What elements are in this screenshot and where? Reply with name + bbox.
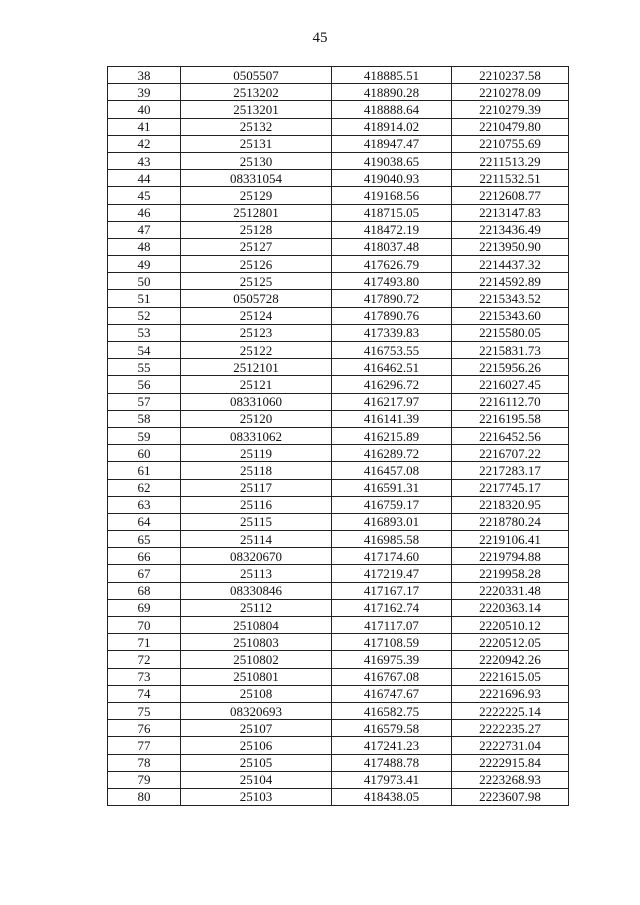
- point-number-cell: 74: [108, 685, 181, 702]
- point-id-cell: 25127: [181, 238, 332, 255]
- point-number-cell: 73: [108, 668, 181, 685]
- point-number-cell: 79: [108, 771, 181, 788]
- point-id-cell: 25116: [181, 496, 332, 513]
- page-number: 45: [312, 30, 328, 46]
- coordinates-table-body: [108, 67, 569, 806]
- x-coordinate-cell: 418438.05: [332, 788, 452, 805]
- x-coordinate-cell: 419040.93: [332, 170, 452, 187]
- point-id-cell: 2513202: [181, 84, 332, 101]
- point-id-cell: 25120: [181, 410, 332, 427]
- point-number-cell: 50: [108, 273, 181, 290]
- point-id-cell: 0505507: [181, 67, 332, 84]
- table-row: [108, 617, 569, 634]
- y-coordinate-cell: 2220510.12: [452, 617, 569, 634]
- y-coordinate-cell: 2222915.84: [452, 754, 569, 771]
- point-id-cell: 2512801: [181, 204, 332, 221]
- x-coordinate-cell: 417339.83: [332, 324, 452, 341]
- point-number-cell: 65: [108, 531, 181, 548]
- point-id-cell: 08320670: [181, 548, 332, 565]
- x-coordinate-cell: 418472.19: [332, 221, 452, 238]
- x-coordinate-cell: 416767.08: [332, 668, 452, 685]
- y-coordinate-cell: 2215580.05: [452, 324, 569, 341]
- point-id-cell: 25104: [181, 771, 332, 788]
- table-row: [108, 702, 569, 719]
- point-number-cell: 66: [108, 548, 181, 565]
- y-coordinate-cell: 2216112.70: [452, 393, 569, 410]
- point-id-cell: 25112: [181, 599, 332, 616]
- x-coordinate-cell: 416759.17: [332, 496, 452, 513]
- table-row: [108, 720, 569, 737]
- y-coordinate-cell: 2215956.26: [452, 359, 569, 376]
- point-id-cell: 25128: [181, 221, 332, 238]
- y-coordinate-cell: 2218320.95: [452, 496, 569, 513]
- table-row: [108, 685, 569, 702]
- table-row: [108, 67, 569, 84]
- y-coordinate-cell: 2217745.17: [452, 479, 569, 496]
- y-coordinate-cell: 2210755.69: [452, 135, 569, 152]
- point-number-cell: 54: [108, 342, 181, 359]
- point-number-cell: 59: [108, 427, 181, 444]
- x-coordinate-cell: 418715.05: [332, 204, 452, 221]
- point-number-cell: 48: [108, 238, 181, 255]
- x-coordinate-cell: 418914.02: [332, 118, 452, 135]
- point-number-cell: 55: [108, 359, 181, 376]
- point-id-cell: 2510801: [181, 668, 332, 685]
- x-coordinate-cell: 416296.72: [332, 376, 452, 393]
- point-id-cell: 25129: [181, 187, 332, 204]
- x-coordinate-cell: 416217.97: [332, 393, 452, 410]
- table-row: [108, 290, 569, 307]
- x-coordinate-cell: 418037.48: [332, 238, 452, 255]
- x-coordinate-cell: 418885.51: [332, 67, 452, 84]
- x-coordinate-cell: 417117.07: [332, 617, 452, 634]
- table-row: [108, 376, 569, 393]
- table-row: [108, 307, 569, 324]
- table-row: [108, 238, 569, 255]
- table-row: [108, 582, 569, 599]
- coordinates-table: [107, 66, 569, 806]
- point-number-cell: 60: [108, 445, 181, 462]
- table-row: [108, 462, 569, 479]
- y-coordinate-cell: 2222225.14: [452, 702, 569, 719]
- y-coordinate-cell: 2210237.58: [452, 67, 569, 84]
- x-coordinate-cell: 416747.67: [332, 685, 452, 702]
- x-coordinate-cell: 417493.80: [332, 273, 452, 290]
- point-number-cell: 69: [108, 599, 181, 616]
- y-coordinate-cell: 2217283.17: [452, 462, 569, 479]
- table-row: [108, 496, 569, 513]
- y-coordinate-cell: 2213950.90: [452, 238, 569, 255]
- y-coordinate-cell: 2220942.26: [452, 651, 569, 668]
- point-id-cell: 2510804: [181, 617, 332, 634]
- y-coordinate-cell: 2215343.52: [452, 290, 569, 307]
- y-coordinate-cell: 2222235.27: [452, 720, 569, 737]
- table-row: [108, 427, 569, 444]
- x-coordinate-cell: 416582.75: [332, 702, 452, 719]
- x-coordinate-cell: 417973.41: [332, 771, 452, 788]
- point-id-cell: 0505728: [181, 290, 332, 307]
- point-number-cell: 39: [108, 84, 181, 101]
- point-number-cell: 46: [108, 204, 181, 221]
- table-row: [108, 445, 569, 462]
- point-id-cell: 25103: [181, 788, 332, 805]
- x-coordinate-cell: 416215.89: [332, 427, 452, 444]
- point-number-cell: 49: [108, 256, 181, 273]
- point-number-cell: 47: [108, 221, 181, 238]
- point-number-cell: 75: [108, 702, 181, 719]
- y-coordinate-cell: 2220363.14: [452, 599, 569, 616]
- x-coordinate-cell: 416985.58: [332, 531, 452, 548]
- y-coordinate-cell: 2219794.88: [452, 548, 569, 565]
- x-coordinate-cell: 417241.23: [332, 737, 452, 754]
- table-row: [108, 393, 569, 410]
- point-id-cell: 25125: [181, 273, 332, 290]
- y-coordinate-cell: 2214592.89: [452, 273, 569, 290]
- x-coordinate-cell: 419038.65: [332, 152, 452, 169]
- point-number-cell: 51: [108, 290, 181, 307]
- x-coordinate-cell: 417162.74: [332, 599, 452, 616]
- point-number-cell: 38: [108, 67, 181, 84]
- x-coordinate-cell: 417108.59: [332, 634, 452, 651]
- table-row: [108, 531, 569, 548]
- point-id-cell: 25107: [181, 720, 332, 737]
- point-id-cell: 25122: [181, 342, 332, 359]
- point-id-cell: 08330846: [181, 582, 332, 599]
- point-number-cell: 63: [108, 496, 181, 513]
- table-row: [108, 513, 569, 530]
- table-row: [108, 771, 569, 788]
- point-id-cell: 25121: [181, 376, 332, 393]
- table-row: [108, 342, 569, 359]
- point-number-cell: 43: [108, 152, 181, 169]
- table-row: [108, 152, 569, 169]
- x-coordinate-cell: 418888.64: [332, 101, 452, 118]
- x-coordinate-cell: 416579.58: [332, 720, 452, 737]
- point-id-cell: 25118: [181, 462, 332, 479]
- table-row: [108, 479, 569, 496]
- table-row: [108, 668, 569, 685]
- point-id-cell: 25114: [181, 531, 332, 548]
- point-number-cell: 57: [108, 393, 181, 410]
- table-row: [108, 737, 569, 754]
- point-number-cell: 64: [108, 513, 181, 530]
- table-row: [108, 135, 569, 152]
- x-coordinate-cell: 416753.55: [332, 342, 452, 359]
- point-number-cell: 45: [108, 187, 181, 204]
- y-coordinate-cell: 2214437.32: [452, 256, 569, 273]
- point-number-cell: 52: [108, 307, 181, 324]
- point-number-cell: 71: [108, 634, 181, 651]
- table-row: [108, 754, 569, 771]
- table-row: [108, 204, 569, 221]
- table-row: [108, 118, 569, 135]
- point-number-cell: 44: [108, 170, 181, 187]
- point-id-cell: 2512101: [181, 359, 332, 376]
- y-coordinate-cell: 2210279.39: [452, 101, 569, 118]
- point-id-cell: 2513201: [181, 101, 332, 118]
- point-number-cell: 70: [108, 617, 181, 634]
- y-coordinate-cell: 2215343.60: [452, 307, 569, 324]
- point-id-cell: 25106: [181, 737, 332, 754]
- y-coordinate-cell: 2223268.93: [452, 771, 569, 788]
- point-number-cell: 40: [108, 101, 181, 118]
- y-coordinate-cell: 2210479.80: [452, 118, 569, 135]
- table-row: [108, 256, 569, 273]
- y-coordinate-cell: 2212608.77: [452, 187, 569, 204]
- point-id-cell: 25113: [181, 565, 332, 582]
- x-coordinate-cell: 416462.51: [332, 359, 452, 376]
- point-number-cell: 76: [108, 720, 181, 737]
- x-coordinate-cell: 418890.28: [332, 84, 452, 101]
- y-coordinate-cell: 2216195.58: [452, 410, 569, 427]
- table-row: [108, 548, 569, 565]
- point-number-cell: 41: [108, 118, 181, 135]
- y-coordinate-cell: 2211513.29: [452, 152, 569, 169]
- point-id-cell: 25105: [181, 754, 332, 771]
- y-coordinate-cell: 2215831.73: [452, 342, 569, 359]
- point-id-cell: 25108: [181, 685, 332, 702]
- point-id-cell: 25132: [181, 118, 332, 135]
- y-coordinate-cell: 2219106.41: [452, 531, 569, 548]
- table-row: [108, 273, 569, 290]
- point-number-cell: 58: [108, 410, 181, 427]
- x-coordinate-cell: 416591.31: [332, 479, 452, 496]
- x-coordinate-cell: 417167.17: [332, 582, 452, 599]
- x-coordinate-cell: 417890.72: [332, 290, 452, 307]
- x-coordinate-cell: 417626.79: [332, 256, 452, 273]
- table-row: [108, 170, 569, 187]
- point-id-cell: 08320693: [181, 702, 332, 719]
- y-coordinate-cell: 2211532.51: [452, 170, 569, 187]
- point-id-cell: 25119: [181, 445, 332, 462]
- y-coordinate-cell: 2221615.05: [452, 668, 569, 685]
- table-row: [108, 101, 569, 118]
- point-id-cell: 08331062: [181, 427, 332, 444]
- y-coordinate-cell: 2223607.98: [452, 788, 569, 805]
- y-coordinate-cell: 2220512.05: [452, 634, 569, 651]
- x-coordinate-cell: 417174.60: [332, 548, 452, 565]
- point-id-cell: 2510802: [181, 651, 332, 668]
- point-number-cell: 42: [108, 135, 181, 152]
- x-coordinate-cell: 419168.56: [332, 187, 452, 204]
- point-id-cell: 25115: [181, 513, 332, 530]
- point-id-cell: 08331060: [181, 393, 332, 410]
- y-coordinate-cell: 2218780.24: [452, 513, 569, 530]
- point-number-cell: 78: [108, 754, 181, 771]
- point-number-cell: 67: [108, 565, 181, 582]
- x-coordinate-cell: 417219.47: [332, 565, 452, 582]
- y-coordinate-cell: 2216707.22: [452, 445, 569, 462]
- table-row: [108, 359, 569, 376]
- x-coordinate-cell: 416893.01: [332, 513, 452, 530]
- table-row: [108, 788, 569, 805]
- x-coordinate-cell: 417890.76: [332, 307, 452, 324]
- y-coordinate-cell: 2220331.48: [452, 582, 569, 599]
- x-coordinate-cell: 416141.39: [332, 410, 452, 427]
- y-coordinate-cell: 2221696.93: [452, 685, 569, 702]
- x-coordinate-cell: 416975.39: [332, 651, 452, 668]
- y-coordinate-cell: 2210278.09: [452, 84, 569, 101]
- point-id-cell: 25126: [181, 256, 332, 273]
- x-coordinate-cell: 416289.72: [332, 445, 452, 462]
- point-id-cell: 25117: [181, 479, 332, 496]
- point-number-cell: 80: [108, 788, 181, 805]
- y-coordinate-cell: 2216452.56: [452, 427, 569, 444]
- table-row: [108, 634, 569, 651]
- point-number-cell: 56: [108, 376, 181, 393]
- x-coordinate-cell: 418947.47: [332, 135, 452, 152]
- point-id-cell: 25124: [181, 307, 332, 324]
- x-coordinate-cell: 416457.08: [332, 462, 452, 479]
- y-coordinate-cell: 2213436.49: [452, 221, 569, 238]
- point-id-cell: 25130: [181, 152, 332, 169]
- table-row: [108, 324, 569, 341]
- point-id-cell: 2510803: [181, 634, 332, 651]
- y-coordinate-cell: 2222731.04: [452, 737, 569, 754]
- point-number-cell: 53: [108, 324, 181, 341]
- table-row: [108, 84, 569, 101]
- point-id-cell: 08331054: [181, 170, 332, 187]
- y-coordinate-cell: 2216027.45: [452, 376, 569, 393]
- point-number-cell: 61: [108, 462, 181, 479]
- table-row: [108, 565, 569, 582]
- point-id-cell: 25123: [181, 324, 332, 341]
- table-row: [108, 599, 569, 616]
- point-number-cell: 77: [108, 737, 181, 754]
- y-coordinate-cell: 2213147.83: [452, 204, 569, 221]
- table-row: [108, 651, 569, 668]
- table-row: [108, 221, 569, 238]
- point-number-cell: 72: [108, 651, 181, 668]
- y-coordinate-cell: 2219958.28: [452, 565, 569, 582]
- table-row: [108, 410, 569, 427]
- x-coordinate-cell: 417488.78: [332, 754, 452, 771]
- point-number-cell: 62: [108, 479, 181, 496]
- point-id-cell: 25131: [181, 135, 332, 152]
- table-row: [108, 187, 569, 204]
- point-number-cell: 68: [108, 582, 181, 599]
